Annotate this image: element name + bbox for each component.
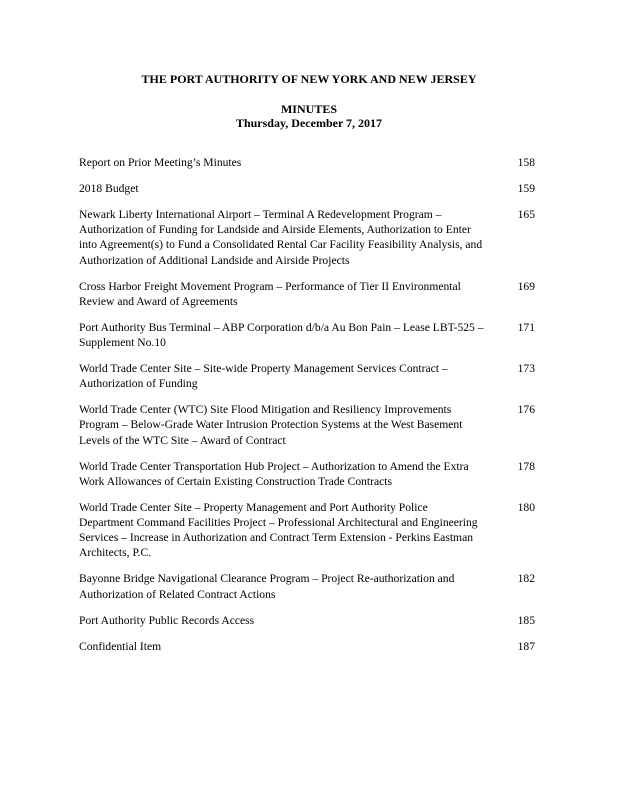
- toc-item: [79, 571, 539, 601]
- toc-item-title: Report on Prior Meeting’s Minutes: [79, 156, 242, 169]
- toc-item: [79, 500, 539, 561]
- toc-item-page: 182: [517, 572, 535, 586]
- toc-item-page: 158: [517, 156, 535, 169]
- document-title: MINUTES: [280, 102, 337, 116]
- toc-item: [79, 207, 539, 268]
- toc-item: [79, 279, 539, 309]
- toc-item: [79, 402, 539, 448]
- toc-item: [79, 613, 539, 628]
- toc-item-page: 176: [517, 403, 535, 417]
- toc-item-title: Newark Liberty International Airport – Terminal A Redevelopment Program – Authorization of Funding for Landside and Airside Elements, Authorization to Enter into Agreement(s) to Fund a Consolidated Rental Car Facility Feasibility Analysis, and Authorization of Additional Landside and Airside Projects: [79, 208, 483, 267]
- toc-item: [79, 361, 539, 391]
- toc-item-page: 185: [517, 613, 535, 627]
- toc-item: [79, 155, 539, 170]
- toc-item-page: 159: [517, 182, 535, 195]
- toc-item-page: 173: [517, 362, 535, 376]
- toc-item-title: World Trade Center Transportation Hub Project – Authorization to Amend the Extra Work Allowances of Certain Existing Construction Trade Contracts: [79, 459, 469, 488]
- toc-item-title: World Trade Center Site – Property Management and Port Authority Police Department Command Facilities Project – Professional Architectural and Engineering Services – Increase in Authorization and Contract Term Extension - Perkins Eastman Architects, P.C.: [79, 500, 478, 560]
- meeting-date: Thursday, December 7, 2017: [235, 116, 383, 130]
- toc-item-title: World Trade Center Site – Site-wide Property Management Services Contract – Authorization of Funding: [79, 362, 448, 391]
- toc-item: [79, 639, 539, 654]
- toc-item: [79, 459, 539, 489]
- toc-item-title: Bayonne Bridge Navigational Clearance Program – Project Re-authorization and Authorization of Related Contract Actions: [79, 572, 455, 601]
- toc-item-title: Cross Harbor Freight Movement Program – Performance of Tier II Environmental Review and Award of Agreements: [79, 279, 461, 308]
- toc-item-title: 2018 Budget: [79, 182, 139, 195]
- toc-item-page: 169: [517, 279, 535, 293]
- table-of-contents: [79, 155, 539, 665]
- toc-item: [79, 181, 539, 196]
- toc-item-page: 171: [517, 320, 535, 334]
- toc-item: [79, 320, 539, 350]
- toc-item-title: Port Authority Public Records Access: [79, 613, 255, 627]
- toc-item-page: 165: [517, 208, 535, 221]
- toc-item-page: 187: [517, 639, 535, 653]
- toc-item-page: 178: [517, 459, 535, 473]
- toc-item-title: Confidential Item: [79, 639, 162, 653]
- toc-item-title: Port Authority Bus Terminal – ABP Corporation d/b/a Au Bon Pain – Lease LBT-525 – Supplement No.10: [79, 320, 484, 350]
- toc-item-page: 180: [517, 500, 535, 514]
- organization-title: THE PORT AUTHORITY OF NEW YORK AND NEW JERSEY: [141, 72, 477, 86]
- toc-item-title: World Trade Center (WTC) Site Flood Mitigation and Resiliency Improvements Program – Below-Grade Water Intrusion Protection Systems at the West Basement Levels of the WTC Site – Award of Contract: [79, 403, 463, 447]
